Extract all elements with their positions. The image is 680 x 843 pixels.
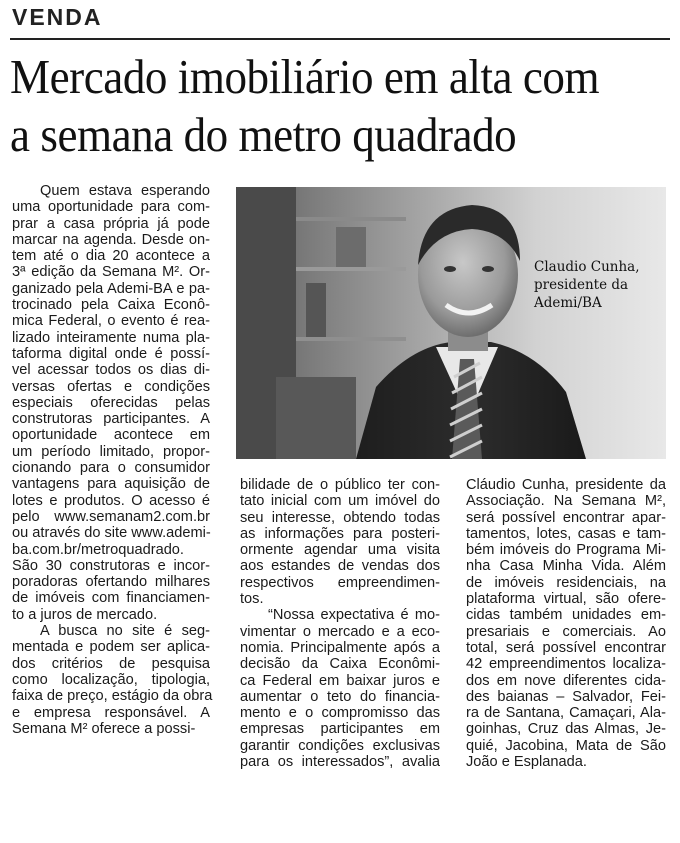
article-line: ba.com.br/metroquadrado. xyxy=(12,541,184,558)
article-line: especiais oferecidas pelas xyxy=(12,394,210,411)
article-line: quié, Jacobina, Mata de São xyxy=(466,737,666,754)
article-line: construtoras participantes. A xyxy=(12,411,210,428)
article-line: ganizado pela Ademi-BA e pa- xyxy=(12,280,210,297)
article-line: aumentar o teto do financia- xyxy=(240,688,440,705)
article-line: Cláudio Cunha, presidente da xyxy=(466,477,666,493)
article-line: São 30 construtoras e incor- xyxy=(12,557,210,574)
article-line: versas ofertas e condições xyxy=(12,378,210,395)
caption-line: Claudio Cunha, xyxy=(534,259,640,275)
article-line: de imóveis residenciais, na xyxy=(466,574,666,591)
headline-line-1: Mercado imobiliário em alta com xyxy=(10,49,600,104)
article-column-3 xyxy=(466,477,666,770)
article-line: pelo www.semanam2.com.br xyxy=(12,508,210,525)
article-line: total, será possível encontrar xyxy=(466,639,666,656)
article-line: oportunidade acontece em xyxy=(12,427,210,444)
article-line: dos em nove diferentes cida- xyxy=(466,672,666,689)
article-line: empresas participantes em xyxy=(240,721,440,738)
article-line: tos. xyxy=(240,591,264,608)
article-line: presariais e comerciais. Ao xyxy=(466,623,666,640)
photo-caption xyxy=(534,258,640,312)
article-line: para os interessados”, avalia xyxy=(240,754,440,771)
article-line: garantir condições exclusivas xyxy=(240,737,440,754)
article-line: taforma digital onde é possí- xyxy=(12,345,210,362)
article-line: tamentos, lotes, casas e tam- xyxy=(466,525,666,542)
article-line: vel acessar todos os dias di- xyxy=(12,362,210,379)
article-line: vantagens para aquisição de xyxy=(12,476,210,493)
portrait-illustration xyxy=(236,187,666,459)
section-divider xyxy=(10,38,670,40)
article-line: aos estandes de vendas dos xyxy=(240,558,440,575)
article-line: goinhas, Cruz das Almas, Je- xyxy=(466,721,666,738)
article-line: marcar na agenda. Desde on- xyxy=(12,231,210,248)
article-line: uma oportunidade para com- xyxy=(12,199,210,216)
article-line: cionando para o consumidor xyxy=(12,460,210,477)
article-line: A busca no site é seg- xyxy=(40,623,210,640)
article-line: vimentar o mercado e a eco- xyxy=(240,623,440,640)
article-column-2 xyxy=(240,477,440,770)
caption-line: presidente da xyxy=(534,277,629,293)
caption-line: Ademi/BA xyxy=(534,295,602,311)
article-line: tem até o dia 20 acontece a xyxy=(12,248,210,265)
article-line: prar a casa própria já pode xyxy=(12,215,210,232)
article-line: as informações para posteri- xyxy=(240,525,440,542)
article-line: dos critérios de pesquisa xyxy=(12,655,210,672)
article-line: poradoras ofertando milhares xyxy=(12,574,210,591)
article-line: bém imóveis do Programa Mi- xyxy=(466,542,666,559)
article-line: será possível encontrar apar- xyxy=(466,509,666,526)
article-line: respectivos empreendimen- xyxy=(240,574,440,591)
article-line: um período limitado, propor- xyxy=(12,443,210,460)
article-line: to a juros de mercado. xyxy=(12,606,158,623)
article-column-1 xyxy=(12,183,213,737)
article-line: “Nossa expectativa é mo- xyxy=(268,607,440,624)
article-line: João e Esplanada. xyxy=(466,754,587,771)
article-line: nha Casa Minha Vida. Além xyxy=(466,558,666,575)
article-line: 42 empreendimentos localiza- xyxy=(466,656,666,673)
article-line: decisão da Caixa Econômi- xyxy=(240,656,440,673)
article-line: cidas também unidades em- xyxy=(466,607,666,624)
article-line: trocinado pela Caixa Econô- xyxy=(12,297,210,314)
headline-line-2: a semana do metro quadrado xyxy=(10,107,517,162)
article-line: ra de Santana, Camaçari, Ala- xyxy=(466,705,666,722)
article-line: mentada e podem ser aplica- xyxy=(12,639,210,656)
article-line: 3ª edição da Semana M². Or- xyxy=(12,264,210,281)
article-line: mica Federal, o evento é rea- xyxy=(12,313,210,330)
article-line: de imóveis com financiamen- xyxy=(12,590,210,607)
article-line: e empresa responsável. A xyxy=(12,704,210,721)
article-line: plataforma virtual, são ofere- xyxy=(466,591,666,608)
article-line: mento e o compromisso das xyxy=(240,705,440,722)
article-line: Semana M² oferece a possi- xyxy=(12,720,196,737)
article-line: ou através do site www.ademi- xyxy=(12,525,211,542)
headline xyxy=(10,48,617,164)
article-line: seu interesse, obtendo todas xyxy=(240,509,440,526)
portrait-photo xyxy=(236,187,666,459)
article-line: ormente agendar uma visita xyxy=(240,542,440,559)
article-line: lizado inteiramente numa pla- xyxy=(12,329,210,346)
article-line: nomia. Principalmente após a xyxy=(240,639,440,656)
article-line: faixa de preço, estágio da obra xyxy=(12,688,213,705)
article-line: bilidade de o público ter con- xyxy=(240,477,440,493)
article-line: ca Federal em baixar juros e xyxy=(240,672,440,689)
article-line: Associação. Na Semana M², xyxy=(466,493,666,510)
article-line: como localização, tipologia, xyxy=(12,671,210,688)
article-line: lotes e produtos. O acesso é xyxy=(12,492,210,509)
article-line: tato inicial com um imóvel do xyxy=(240,493,440,510)
article-line: Quem estava esperando xyxy=(40,183,210,199)
section-tag: VENDA xyxy=(12,4,103,30)
article-line: des baianas – Salvador, Fei- xyxy=(466,688,666,705)
